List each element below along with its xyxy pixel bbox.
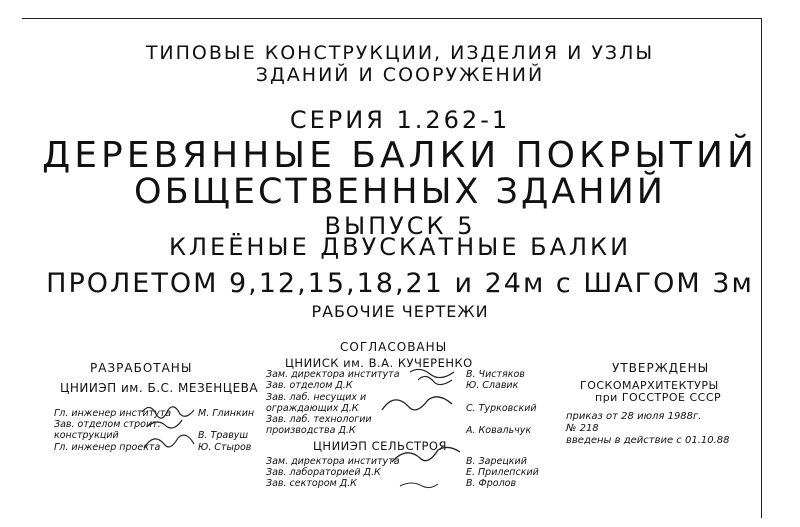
series-label: СЕРИЯ 1.262-1 [289, 106, 511, 134]
developed-role-3: Гл. инженер проекта [54, 442, 161, 453]
agreed-role-1: Зав. отделом Д.К [266, 380, 353, 391]
header-line-1: ТИПОВЫЕ КОНСТРУКЦИИ, ИЗДЕЛИЯ И УЗЛЫ [145, 42, 655, 64]
agreed2-name-0: В. Зарецкий [466, 456, 527, 467]
agreed-name-5: А. Ковальчук [466, 425, 532, 436]
agreed-role-2: Зав. лаб. несущих и [266, 392, 367, 403]
agreed-signatures [380, 366, 470, 496]
agreed2-name-1: Е. Прилепский [466, 467, 539, 478]
approved-effective: введены в действие с 01.10.88 [566, 435, 730, 446]
frame-top-line [22, 18, 762, 19]
agreed-org-1: ЦНИИСК им. В.А. КУЧЕРЕНКО [285, 356, 473, 370]
title-line-2: ОБЩЕСТВЕННЫХ ЗДАНИЙ [134, 172, 666, 212]
agreed-heading: СОГЛАСОВАНЫ [340, 340, 448, 354]
developed-heading: РАЗРАБОТАНЫ [90, 361, 193, 375]
approved-org-2: при ГОССТРОЕ СССР [595, 391, 722, 404]
developed-role-2: конструкций [54, 430, 119, 441]
span-line: ПРОЛЕТОМ 9,12,15,18,21 и 24м с ШАГОМ 3м [46, 268, 754, 299]
issue-label: ВЫПУСК 5 [324, 212, 476, 240]
agreed2-role-1: Зав. лабораторией Д.К [266, 467, 381, 478]
agreed2-role-2: Зав. сектором Д.К [266, 478, 357, 489]
agreed2-name-2: В. Фролов [466, 478, 517, 489]
agreed-role-4: Зав. лаб. технологии [266, 414, 372, 425]
agreed-name-0: В. Чистяков [466, 369, 525, 380]
agreed-org-2: ЦНИИЭП СЕЛЬСТРОЯ [313, 439, 447, 453]
developed-name-3: Ю. Стыров [198, 442, 252, 453]
approved-heading: УТВЕРЖДЕНЫ [612, 361, 710, 375]
approved-org-1: ГОСКОМАРХИТЕКТУРЫ [580, 379, 719, 392]
approved-order: приказ от 28 июля 1988г. [566, 411, 702, 422]
agreed-name-3: С. Турковский [466, 403, 537, 414]
header-line-2: ЗДАНИЙ И СООРУЖЕНИЙ [255, 64, 545, 86]
developed-name-0: М. Глинкин [198, 408, 255, 419]
developed-role-1: Зав. отделом строит. [54, 419, 161, 430]
developed-signatures [140, 400, 200, 460]
agreed-role-3: ограждающих Д.К [266, 403, 359, 414]
agreed-name-1: Ю. Славик [466, 380, 519, 391]
subtitle: КЛЕЁНЫЕ ДВУСКАТНЫЕ БАЛКИ [168, 233, 632, 261]
title-line-1: ДЕРЕВЯННЫЕ БАЛКИ ПОКРЫТИЙ [42, 135, 758, 176]
working-drawings-label: РАБОЧИЕ ЧЕРТЕЖИ [311, 302, 489, 321]
developed-org: ЦНИИЭП им. Б.С. МЕЗЕНЦЕВА [60, 381, 259, 395]
agreed-role-5: производства Д.К [266, 425, 356, 436]
developed-role-0: Гл. инженер института [54, 408, 172, 419]
agreed-role-0: Зам. директора института [266, 369, 400, 380]
approved-number: № 218 [566, 423, 599, 434]
developed-name-2: В. Травуш [198, 430, 249, 441]
agreed2-role-0: Зам. директора института [266, 456, 400, 467]
